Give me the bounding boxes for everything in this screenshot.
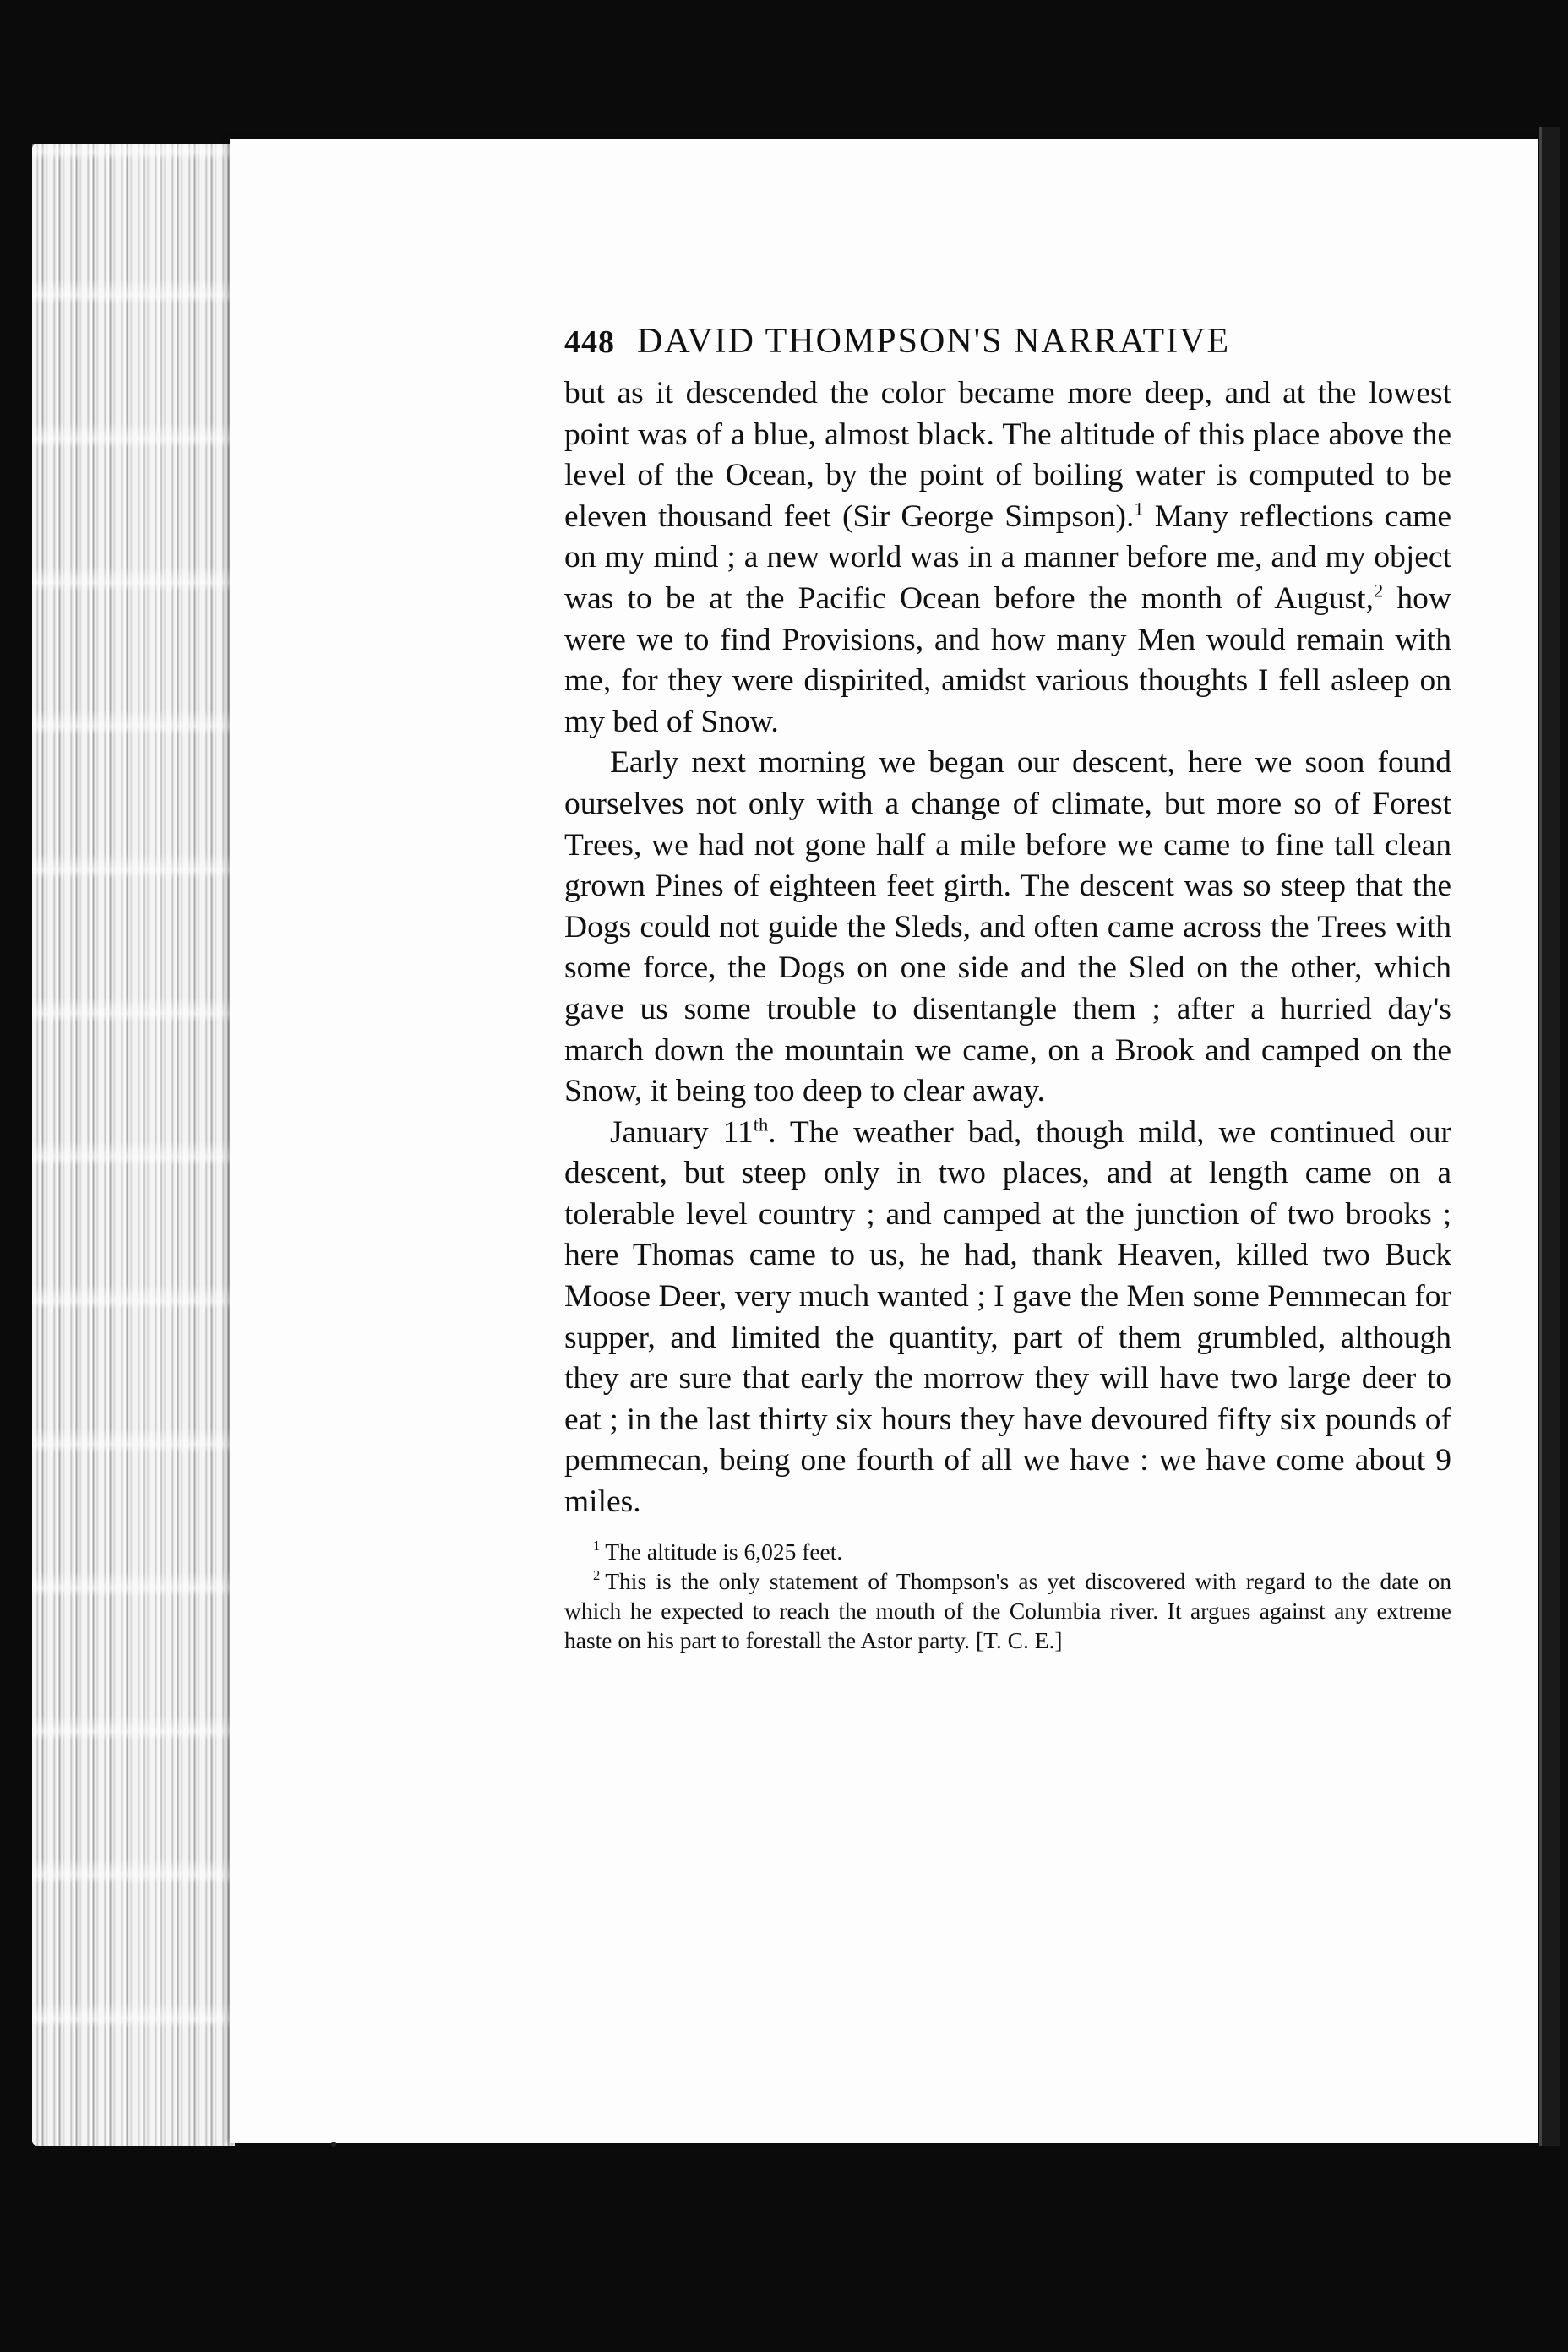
footnote-2-marker: 2	[593, 1567, 601, 1584]
page-number: 448	[564, 324, 615, 360]
page-stack-edge	[32, 144, 235, 2146]
footnote-1-marker: 1	[593, 1538, 601, 1554]
footnote-1	[564, 1537, 1451, 1566]
paragraph-3-date-suffix: th	[753, 1113, 769, 1135]
body-text	[564, 373, 1451, 1523]
paragraph-1-part-c: how were we to find Provisions, and how many Men would remain with me, for they were dispirited, amidst various thoughts I fell asleep on my bed of Snow.	[564, 580, 1451, 739]
footnote-2-text: This is the only statement of Thompson's as yet discovered with regard to the date on which he expected to reach the mouth of the Columbia river. It argues against any extreme haste on his part to forestall the Astor party. [T. C. E.]	[564, 1567, 1451, 1653]
paragraph-2: Early next morning we began our descent, here we soon found ourselves not only with a change of climate, but more so of Forest Trees, we had not gone half a mile before we came to fine tall clean grown Pines of eighteen feet girth. The descent was so steep that the Dogs could not guide the Sleds, and often came across the Trees with some force, the Dogs on one side and the Sled on the other, which gave us some trouble to disentangle them ; after a hurried day's march down the mountain we came, on a Brook and camped on the Snow, it being too deep to clear away.	[564, 745, 1451, 1109]
footnotes	[564, 1537, 1451, 1655]
page-text-block	[564, 321, 1451, 1655]
footnote-2	[564, 1566, 1451, 1655]
ink-speck	[331, 2142, 336, 2147]
paragraph-3-date: January 11	[610, 1114, 754, 1150]
footnote-ref-1[interactable]: 1	[1134, 498, 1144, 520]
footnote-ref-2[interactable]: 2	[1373, 580, 1384, 602]
running-head	[564, 321, 1451, 362]
paragraph-1-part-b: Many reflections came on my mind ; a new world was in a manner before me, and my object was to be at the Pacific Ocean before the month of August,	[564, 498, 1451, 616]
binding-edge	[1539, 127, 1560, 2146]
paragraph-3-text: . The weather bad, though mild, we continued our descent, but steep only in two places, and at length came on a tolerable level country ; and camped at the junction of two brooks ; here Thomas came to us, he had, thank Heaven, killed two Buck Moose Deer, very much wanted ; I gave the Men some Pemmecan for supper, and limited the quantity, part of them grumbled, although they are sure that early the morrow they will have two large deer to eat ; in the last thirty six hours they have devoured fifty six pounds of pemmecan, being one fourth of all we have : we have come about 9 miles.	[564, 1114, 1452, 1520]
footnote-1-text: The altitude is 6,025 feet.	[605, 1538, 843, 1565]
running-title: DAVID THOMPSON'S NARRATIVE	[637, 322, 1231, 361]
paragraph-3	[564, 1113, 1451, 1523]
paragraph-1	[564, 373, 1451, 743]
paragraph-1-part-a: but as it descended the color became more deep, and at the lowest point was of a blue, almost black. The altitude of this place above the level of the Ocean, by the point of boiling water is computed to be eleven thousand feet (Sir George Simpson).	[564, 376, 1451, 534]
